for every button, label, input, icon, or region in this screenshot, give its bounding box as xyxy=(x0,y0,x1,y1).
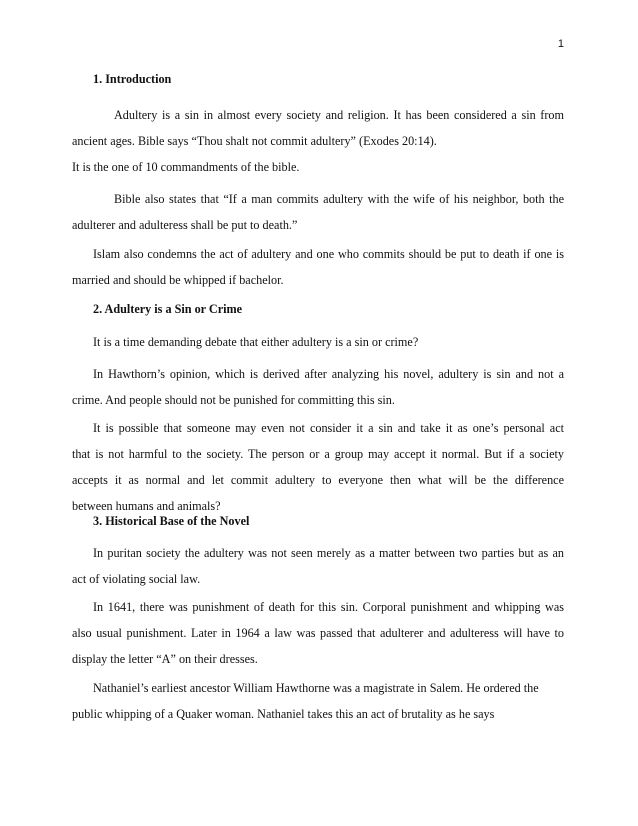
paragraph xyxy=(72,675,564,727)
paragraph xyxy=(76,329,564,355)
paragraph-line: public whipping of a Quaker woman. Nathaniel takes this an act of brutality as he says xyxy=(72,707,495,721)
paragraph xyxy=(72,361,564,413)
page-number: 1 xyxy=(557,38,564,50)
paragraph-line: In puritan society the adultery was not seen merely as a matter between two parties but as an xyxy=(93,546,564,560)
section-historical-base xyxy=(76,508,564,534)
paragraph-line: Islam also condemns the act of adultery and one who commits should be put to death if one is xyxy=(93,247,564,261)
paragraph-line: adulterer and adulteress shall be put to death.” xyxy=(72,218,298,232)
paragraph xyxy=(72,241,564,293)
section-heading: 1. Introduction xyxy=(93,72,172,86)
paragraph-line: Adultery is a sin in almost every society and religion. It has been considered a sin from xyxy=(114,108,564,122)
paragraph xyxy=(72,540,564,592)
paragraph-line: act of violating social law. xyxy=(72,572,201,586)
paragraph-line: In Hawthorn’s opinion, which is derived after analyzing his novel, adultery is sin and not a xyxy=(93,367,564,381)
paragraph-line: between humans and animals? xyxy=(72,499,221,513)
paragraph-line: that is not harmful to the society. The person or a group may accept it normal. But if a society xyxy=(72,447,564,461)
paragraph-line: It is the one of 10 commandments of the bible. xyxy=(72,160,300,174)
paragraph-line: It is a time demanding debate that either adultery is a sin or crime? xyxy=(93,335,419,349)
paragraph-line: Nathaniel’s earliest ancestor William Hawthorne was a magistrate in Salem. He ordered the xyxy=(93,681,539,695)
paragraph-line: It is possible that someone may even not consider it a sin and take it as one’s personal act xyxy=(93,421,564,435)
paragraph xyxy=(72,186,564,238)
paragraph xyxy=(72,154,560,180)
paragraph-line: In 1641, there was punishment of death for this sin. Corporal punishment and whipping was xyxy=(93,600,564,614)
section-heading: 3. Historical Base of the Novel xyxy=(93,514,250,528)
paragraph-line: crime. And people should not be punished for committing this sin. xyxy=(72,393,395,407)
paragraph-line: also usual punishment. Later in 1964 a law was passed that adulterer and adulteress will have to xyxy=(72,626,564,640)
paragraph xyxy=(72,594,564,672)
section-introduction xyxy=(76,66,564,92)
paragraph-line: ancient ages. Bible says “Thou shalt not commit adultery” (Exodes 20:14). xyxy=(72,134,437,148)
paragraph xyxy=(72,102,564,154)
section-heading: 2. Adultery is a Sin or Crime xyxy=(93,302,243,316)
paragraph-line: Bible also states that “If a man commits adultery with the wife of his neighbor, both the xyxy=(114,192,564,206)
paragraph-line: display the letter “A” on their dresses. xyxy=(72,652,258,666)
paragraph-line: accepts it as normal and let commit adultery to everyone then what will be the difference xyxy=(72,473,564,487)
paragraph-line: married and should be whipped if bachelor. xyxy=(72,273,284,287)
paragraph xyxy=(72,415,564,519)
section-adultery-sin-or-crime xyxy=(76,296,564,322)
